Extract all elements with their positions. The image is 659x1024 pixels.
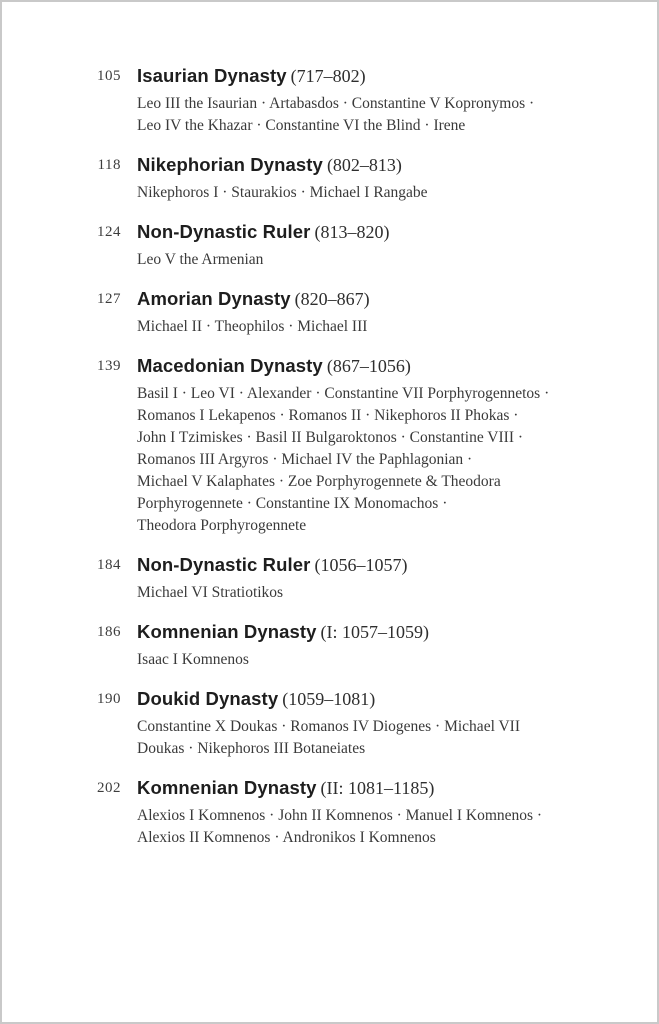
page-number: 118 — [97, 157, 121, 173]
entry-content — [137, 152, 428, 204]
entry-rulers — [137, 249, 389, 271]
rulers-line: Leo III the Isaurian · Artabasdos · Constantine V Kopronymos · — [137, 95, 535, 112]
entry-title: Nikephorian Dynasty — [137, 154, 323, 175]
rulers-line: Theodora Porphyrogennete — [137, 517, 307, 534]
entry-title: Non-Dynastic Ruler — [137, 554, 311, 575]
toc-entry — [2, 219, 657, 271]
rulers-line: Nikephoros I · Staurakios · Michael I Rangabe — [137, 184, 428, 201]
entry-dates: (II: 1081–1185) — [320, 778, 435, 798]
rulers-line: John I Tzimiskes · Basil II Bulgaroktonos · Constantine VIII · — [137, 429, 524, 446]
entry-content — [137, 775, 542, 849]
entry-heading — [137, 686, 520, 714]
entry-rulers — [137, 582, 407, 604]
entry-title: Macedonian Dynasty — [137, 355, 323, 376]
entry-rulers — [137, 316, 370, 338]
entry-dates: (1059–1081) — [282, 689, 376, 709]
toc-entry — [2, 775, 657, 849]
rulers-line: Alexios I Komnenos · John II Komnenos · Manuel I Komnenos · — [137, 807, 543, 824]
entry-dates: (1056–1057) — [314, 555, 408, 575]
entry-content — [137, 353, 549, 537]
entry-title: Amorian Dynasty — [137, 288, 291, 309]
entry-dates: (802–813) — [326, 155, 402, 175]
entry-heading — [137, 552, 407, 580]
entry-rulers — [137, 716, 520, 760]
entry-content — [137, 63, 534, 137]
rulers-line: Doukas · Nikephoros III Botaneiates — [137, 740, 366, 757]
entry-rulers — [137, 383, 549, 537]
rulers-line: Romanos I Lekapenos · Romanos II · Nikephoros II Phokas · — [137, 407, 519, 424]
page-number: 127 — [97, 291, 121, 307]
entry-content — [137, 286, 370, 338]
entry-content — [137, 219, 389, 271]
entry-dates: (I: 1057–1059) — [320, 622, 430, 642]
rulers-line: Michael II · Theophilos · Michael III — [137, 318, 368, 335]
entry-title: Isaurian Dynasty — [137, 65, 287, 86]
toc-list — [2, 63, 657, 849]
entry-dates: (867–1056) — [326, 356, 411, 376]
entry-dates: (717–802) — [290, 66, 366, 86]
rulers-line: Isaac I Komnenos — [137, 651, 249, 668]
rulers-line: Basil I · Leo VI · Alexander · Constantine VII Porphyrogennetos · — [137, 385, 550, 402]
rulers-line: Leo IV the Khazar · Constantine VI the Blind · Irene — [137, 117, 466, 134]
entry-rulers — [137, 182, 428, 204]
entry-title: Komnenian Dynasty — [137, 621, 317, 642]
rulers-line: Alexios II Komnenos · Andronikos I Komnenos — [137, 829, 436, 846]
toc-entry — [2, 353, 657, 537]
entry-heading — [137, 775, 542, 803]
rulers-line: Romanos III Argyros · Michael IV the Paphlagonian · — [137, 451, 473, 468]
entry-title: Komnenian Dynasty — [137, 777, 317, 798]
entry-content — [137, 686, 520, 760]
rulers-line: Porphyrogennete · Constantine IX Monomachos · — [137, 495, 448, 512]
toc-entry — [2, 619, 657, 671]
entry-heading — [137, 63, 534, 91]
entry-title: Doukid Dynasty — [137, 688, 279, 709]
entry-dates: (820–867) — [294, 289, 370, 309]
entry-content — [137, 552, 407, 604]
page-number: 186 — [97, 624, 121, 640]
rulers-line: Michael VI Stratiotikos — [137, 584, 284, 601]
entry-title: Non-Dynastic Ruler — [137, 221, 311, 242]
page-number: 190 — [97, 691, 121, 707]
book-page — [2, 2, 657, 1022]
entry-rulers — [137, 805, 542, 849]
entry-heading — [137, 619, 429, 647]
rulers-line: Constantine X Doukas · Romanos IV Diogenes · Michael VII — [137, 718, 520, 735]
rulers-line: Michael V Kalaphates · Zoe Porphyrogennete & Theodora — [137, 473, 501, 490]
page-number: 105 — [97, 68, 121, 84]
entry-rulers — [137, 93, 534, 137]
entry-dates: (813–820) — [314, 222, 390, 242]
entry-heading — [137, 353, 549, 381]
entry-heading — [137, 219, 389, 247]
rulers-line: Leo V the Armenian — [137, 251, 264, 268]
page-number: 139 — [97, 358, 121, 374]
page-number: 184 — [97, 557, 121, 573]
entry-content — [137, 619, 429, 671]
toc-entry — [2, 686, 657, 760]
entry-rulers — [137, 649, 429, 671]
entry-heading — [137, 152, 428, 180]
page-number: 124 — [97, 224, 121, 240]
entry-heading — [137, 286, 370, 314]
toc-entry — [2, 286, 657, 338]
toc-entry — [2, 152, 657, 204]
toc-entry — [2, 63, 657, 137]
page-number: 202 — [97, 780, 121, 796]
toc-entry — [2, 552, 657, 604]
